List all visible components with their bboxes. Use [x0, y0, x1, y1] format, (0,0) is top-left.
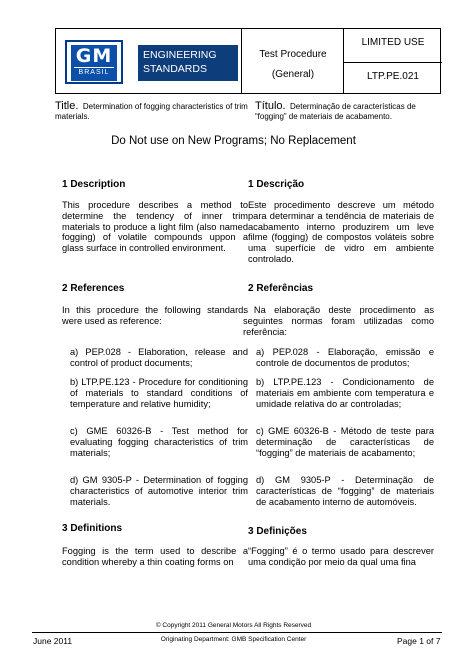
engineering-standards-banner	[138, 45, 238, 81]
section-heading: 2 Referências	[248, 283, 314, 294]
list-item: d) GM 9305-P - Determinação de características de “fogging” de materiais de acabamento interno de automóveis.	[256, 475, 434, 507]
list-item: d) GM 9305-P - Determination of fogging characteristics of automotive interior trim materials.	[70, 475, 248, 507]
title-portuguese	[255, 101, 443, 122]
list-item: c) GME 60326-B - Test method for evaluating fogging characteristics of trim materials;	[70, 426, 248, 458]
list-item: b) LTP.PE.123 - Procedure for conditioning of materials to standard conditions of temperature and relative humidity;	[70, 377, 248, 409]
copyright: © Copyright 2011 General Motors All Rights Reserved	[155, 622, 312, 629]
list-item: b) LTP.PE.123 - Condicionamento de materiais em ambiente com temperatura e umidade relativa do ar controladas;	[256, 377, 434, 409]
title-label: Title.	[55, 100, 79, 112]
list-item: a) PEP.028 - Elaboration, release and control of product documents;	[70, 347, 248, 368]
general-label: (General)	[271, 69, 315, 80]
gm-brasil-logo	[65, 40, 123, 84]
paragraph: “Fogging” é o termo usado para descrever uma condição por meio da qual uma fina	[248, 546, 434, 567]
footer-date: June 2011	[33, 636, 73, 646]
list-item: c) GME 60326-B - Método de teste para determinação de características de “fogging” de materiais de acabamento;	[256, 426, 434, 458]
logo-text: GM	[75, 45, 113, 67]
footer-rule	[32, 632, 442, 633]
paragraph: Este procedimento descreve um método para determinar a tendência de materiais de acabamento interno produzirem um leve filme (fogging) de compostos voláteis sobre uma superfície de vidro em ambiente controlado.	[248, 200, 434, 264]
header-divider	[241, 29, 242, 93]
section-heading: 3 Definições	[248, 526, 307, 537]
paragraph: . Na elaboração deste procedimento as seguintes normas foram utilizadas como referência:	[243, 305, 434, 337]
section-heading: 1 Description	[62, 179, 126, 190]
title-label: Título.	[255, 100, 286, 112]
banner-line-1: ENGINEERING	[143, 49, 217, 61]
footer-department: Originating Department: GMB Specification Center	[160, 636, 307, 643]
paragraph: Fogging is the term used to describe a condition whereby a thin coating forms on	[62, 546, 248, 567]
banner-line-2: STANDARDS	[143, 63, 207, 75]
test-procedure-cell	[243, 29, 343, 85]
logo-subtext: BRASIL	[78, 69, 110, 76]
document-id: LTP.PE.021	[367, 71, 419, 82]
title-text: Determinação de características de “fogging” de materiais de acabamento.	[255, 102, 416, 121]
paragraph: This procedure describes a method to determine the tendency of inner trim materials to produce a light film (also named fogging) of volatile compounds uppon a glass surface in controlled environment.	[62, 200, 248, 254]
title-text: Determination of fogging characteristics of trim materials.	[55, 102, 248, 121]
paragraph: In this procedure the following standards were used as reference:	[62, 305, 248, 326]
section-heading: 3 Definitions	[62, 523, 123, 534]
page-number: Page 1 of 7	[397, 636, 441, 646]
usage-notice: Do Not use on New Programs; No Replacement	[111, 135, 356, 147]
list-item: a) PEP.028 - Elaboração, emissão e controle de documentos de produtos;	[256, 347, 434, 368]
document-header	[55, 28, 441, 94]
section-heading: 2 References	[62, 283, 125, 294]
test-procedure-label: Test Procedure	[259, 49, 327, 60]
title-english	[55, 101, 248, 122]
limited-use-label: LIMITED USE	[361, 37, 425, 48]
section-heading: 1 Descrição	[248, 179, 305, 190]
